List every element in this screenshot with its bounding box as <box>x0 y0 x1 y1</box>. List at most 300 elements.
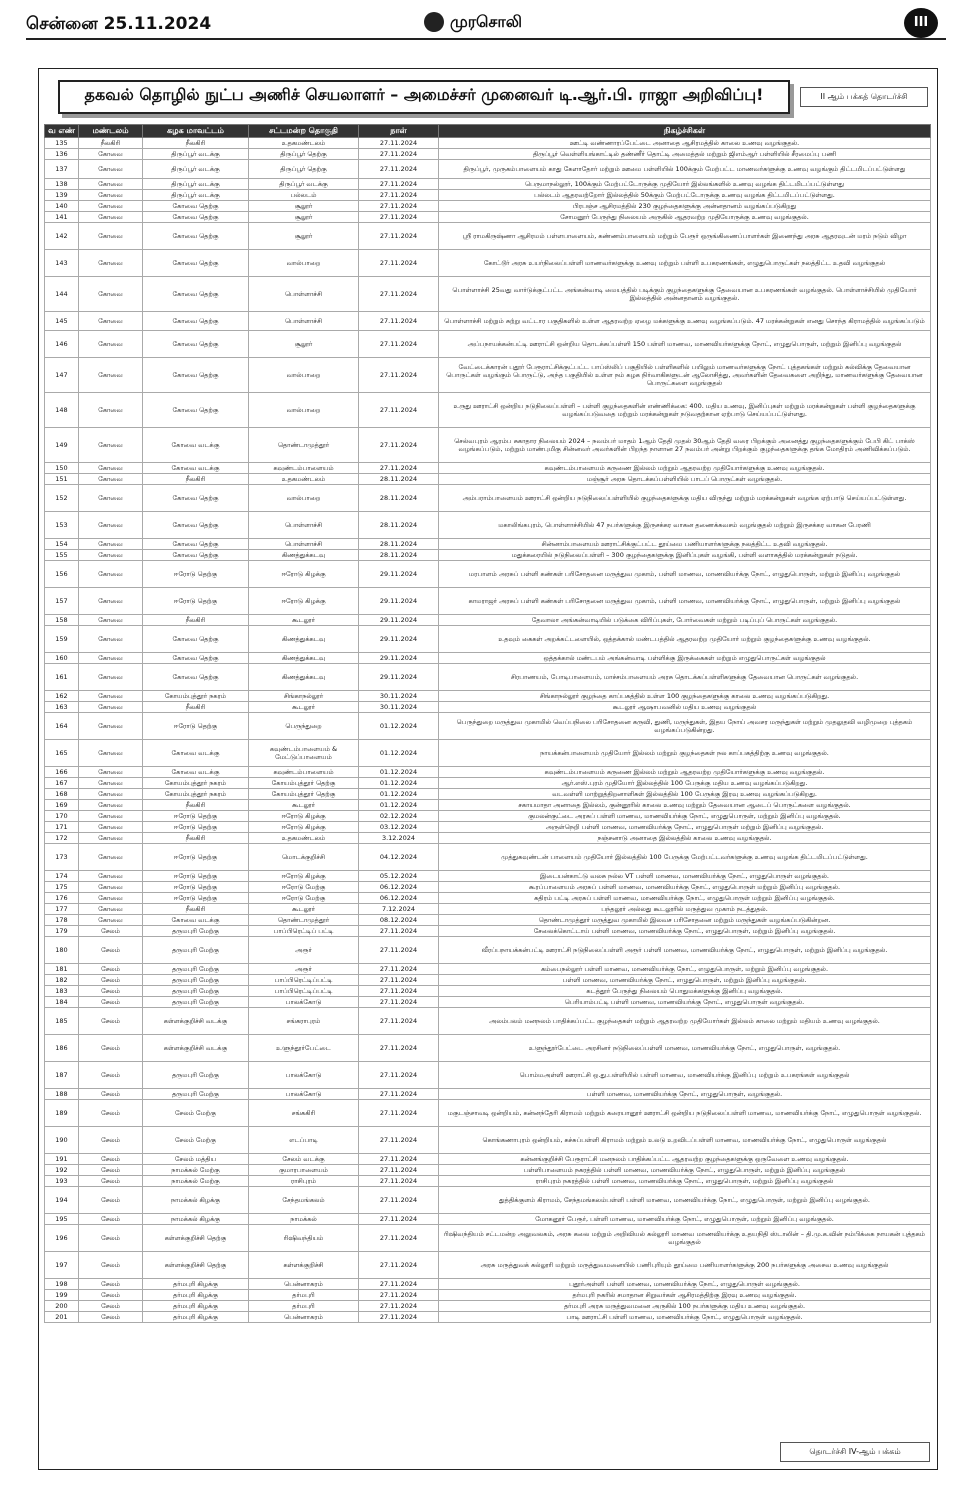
cell-district: நாமக்கல் மேற்கு <box>143 1165 249 1176</box>
cell-date: 27.11.2024 <box>359 250 439 277</box>
cell-serial: 175 <box>45 882 79 893</box>
cell-event: மகுடஞ்சாவடி ஒன்றியம், கன்னந்தேரி கிராமம் மற்றும் கரையானூர் ஊராட்சி ஒன்றிய நடுநிலைப்பள்ளி மாணவ, மாணவியர்க்கு நோட், எழுதுபொருள் வழங்குதல். <box>439 1100 931 1127</box>
cell-district: ஈரோடு தெற்கு <box>143 882 249 893</box>
cell-date: 27.11.2024 <box>359 975 439 986</box>
cell-serial: 153 <box>45 512 79 539</box>
cell-date: 27.11.2024 <box>359 1008 439 1035</box>
cell-serial: 192 <box>45 1165 79 1176</box>
cell-date: 27.11.2024 <box>359 1187 439 1214</box>
cell-district: ஈரோடு தெற்கு <box>143 893 249 904</box>
cell-zone: கோவை <box>79 223 143 250</box>
cell-constituency: சூலூர் <box>249 201 359 212</box>
cell-constituency: அரூர் <box>249 937 359 964</box>
table-row <box>45 160 931 179</box>
cell-constituency: பெருந்துறை <box>249 713 359 740</box>
cell-zone: கோவை <box>79 653 143 664</box>
cell-event: தர்மபுரி அரசு மருத்துவமனை அருகில் 100 நபர்களுக்கு மதிய உணவு வழங்குதல். <box>439 1301 931 1312</box>
cell-serial: 187 <box>45 1062 79 1089</box>
cell-zone: சேலம் <box>79 1301 143 1312</box>
cell-serial: 169 <box>45 800 79 811</box>
cell-serial: 174 <box>45 871 79 882</box>
cell-constituency: பல்லடம் <box>249 190 359 201</box>
cell-serial: 163 <box>45 702 79 713</box>
cell-zone: கோவை <box>79 331 143 358</box>
cell-district: தர்மபுரி கிழக்கு <box>143 1290 249 1301</box>
cell-district: தருமபுரி மேற்கு <box>143 964 249 975</box>
cell-event: பொம்மஅள்ளி ஊராட்சி ஒ.து.பள்ளியில் பள்ளி மாணவ, மாணவியர்க்கு இனிப்பு மற்றும் உபகரங்கள் வழங்குதல் <box>439 1062 931 1089</box>
cell-date: 01.12.2024 <box>359 789 439 800</box>
cell-date: 27.11.2024 <box>359 1127 439 1154</box>
table-row <box>45 561 931 588</box>
cell-district: நீலகிரி <box>143 615 249 626</box>
cell-date: 27.11.2024 <box>359 277 439 312</box>
events-table <box>44 124 931 1323</box>
cell-zone: கோவை <box>79 512 143 539</box>
cell-district: ஈரோடு தெற்கு <box>143 871 249 882</box>
cell-constituency: நாமக்கல் <box>249 1214 359 1225</box>
cell-date: 27.11.2024 <box>359 190 439 201</box>
cell-date: 05.12.2024 <box>359 871 439 882</box>
cell-district: கோவை தெற்கு <box>143 358 249 393</box>
table-row <box>45 463 931 474</box>
cell-constituency: கிணத்துக்கடவு <box>249 664 359 691</box>
header-serial: வ எண் <box>45 125 79 138</box>
cell-constituency: தொண்டாமுத்தூர் <box>249 915 359 926</box>
cell-district: ஈரோடு தெற்கு <box>143 844 249 871</box>
cell-district: ஈரோடு தெற்கு <box>143 811 249 822</box>
cell-event: குமலன்குட்டை அரசுப் பள்ளி மாணவ, மாணவியர்க்கு நோட், எழுதுபொருள், மற்றும் இனிப்பு வழங்குதல். <box>439 811 931 822</box>
cell-constituency: ஈரோடு மேற்கு <box>249 882 359 893</box>
cell-event: சிங்காநல்லூர் குழந்தை காப்பகத்தில் உள்ள 100 குழந்தைகளுக்கு காலை உணவு வழங்கப்படுகிறது. <box>439 691 931 702</box>
table-row <box>45 778 931 789</box>
cell-district: கோயம்புத்தூர் நகரம் <box>143 691 249 702</box>
cell-district: கள்ளக்குறிச்சி தெற்கு <box>143 1225 249 1252</box>
cell-constituency: வால்பாறை <box>249 250 359 277</box>
cell-district: கோவை தெற்கு <box>143 539 249 550</box>
cell-serial: 200 <box>45 1301 79 1312</box>
cell-serial: 185 <box>45 1008 79 1035</box>
table-row <box>45 615 931 626</box>
cell-serial: 182 <box>45 975 79 986</box>
cell-date: 30.11.2024 <box>359 691 439 702</box>
table-row <box>45 664 931 691</box>
cell-event: பெருமாநல்லூர், 100க்கும் மேற்பட்டோருக்கு முதியோர் இல்லங்களில் உணவு வழங்க திட்டமிடப்பட்டுள்ளது <box>439 179 931 190</box>
cell-serial: 201 <box>45 1312 79 1323</box>
cell-constituency: பாலக்கோடு <box>249 1062 359 1089</box>
cell-zone: கோவை <box>79 588 143 615</box>
cell-serial: 160 <box>45 653 79 664</box>
cell-zone: சேலம் <box>79 1165 143 1176</box>
cell-zone: கோவை <box>79 190 143 201</box>
cell-date: 27.11.2024 <box>359 1279 439 1290</box>
cell-serial: 144 <box>45 277 79 312</box>
cell-date: 27.11.2024 <box>359 1301 439 1312</box>
cell-zone: கோவை <box>79 893 143 904</box>
table-row <box>45 1035 931 1062</box>
cell-zone: கோவை <box>79 702 143 713</box>
cell-event: வேட்டைக்காரன் புதூர் பேரூராட்சிக்குட்பட்ட பாப்ஸ்லிப் பகுதியில் பள்ளிகளில் பயிலும் மாணவர்களுக்கு நோட் புத்தகங்கள் மற்றும் கல்விக்கு தேவையான பொருட்கள் வழங்கும் பொருட்டு, அந்த பகுதியில் உள்ள நம் கழக நிர்வாகிகளுடன் ஆலோசித்து, அவர்களின் தேவைகளை அறிந்து, மாணவர்களுக்கு தேவையான பொருட்களை வழங்குதல் <box>439 358 931 393</box>
cell-district: தருமபுரி மேற்கு <box>143 926 249 937</box>
cell-district: தர்மபுரி கிழக்கு <box>143 1312 249 1323</box>
cell-serial: 167 <box>45 778 79 789</box>
cell-serial: 159 <box>45 626 79 653</box>
cell-event: ஊட்டி வண்ணாரப்பேட்டை அனாதை ஆசிரமத்தில் காலை உணவு வழங்குதல். <box>439 138 931 149</box>
cell-constituency: பொள்ளாச்சி <box>249 539 359 550</box>
table-body <box>45 138 931 1323</box>
cell-date: 27.11.2024 <box>359 1154 439 1165</box>
cell-event: திருப்பூர் வெள்ளியங்காட்டில் தண்ணீர் தொட்டி அமைத்தல் மற்றும் ஜிஎம்ஆர் பள்ளியில் சீரமைப்பு பணி <box>439 149 931 160</box>
cell-district: தர்மபுரி கிழக்கு <box>143 1301 249 1312</box>
table-row <box>45 393 931 428</box>
cell-serial: 196 <box>45 1225 79 1252</box>
cell-constituency: பாலக்கோடு <box>249 1089 359 1100</box>
cell-event: தொண்டாமுத்தூர் மருத்துவ முகாமில் இலவச பரிசோதனை மற்றும் மருந்துகள் வழங்கப்படுகின்றன. <box>439 915 931 926</box>
cell-zone: கோவை <box>79 463 143 474</box>
cell-event: வீரப்பநாயக்கன்பட்டி ஊராட்சி நடுநிலைப்பள்ளி அரூர் பள்ளி மாணவ, மாணவியர்க்கு நோட், எழுதுபொருள், மற்றும் இனிப்பு வழங்குதல். <box>439 937 931 964</box>
cell-serial: 183 <box>45 986 79 997</box>
cell-date: 29.11.2024 <box>359 653 439 664</box>
table-row <box>45 212 931 223</box>
cell-date: 08.12.2024 <box>359 915 439 926</box>
cell-date: 28.11.2024 <box>359 539 439 550</box>
cell-zone: சேலம் <box>79 1225 143 1252</box>
cell-date: 27.11.2024 <box>359 463 439 474</box>
cell-district: கோவை வடக்கு <box>143 463 249 474</box>
cell-district: ஈரோடு தெற்கு <box>143 561 249 588</box>
cell-constituency: பொள்ளாச்சி <box>249 512 359 539</box>
cell-district: கோயம்புத்தூர் நகரம் <box>143 778 249 789</box>
cell-constituency: கோயம்புத்தூர் தெற்கு <box>249 778 359 789</box>
newspaper-name: முரசொலி <box>450 12 522 31</box>
cell-district: ஈரோடு தெற்கு <box>143 713 249 740</box>
cell-district: தருமபுரி மேற்கு <box>143 997 249 1008</box>
cell-district: நாமக்கல் கிழக்கு <box>143 1187 249 1214</box>
cell-district: தருமபுரி மேற்கு <box>143 975 249 986</box>
cell-constituency: ராசிபுரம் <box>249 1176 359 1187</box>
headline-box <box>58 80 790 114</box>
table-row <box>45 844 931 871</box>
cell-date: 27.11.2024 <box>359 1312 439 1323</box>
cell-district: திருப்பூர் வடக்கு <box>143 179 249 190</box>
cell-date: 27.11.2024 <box>359 223 439 250</box>
cell-constituency: பென்னாகரம் <box>249 1312 359 1323</box>
cell-date: 27.11.2024 <box>359 393 439 428</box>
cell-district: தருமபுரி மேற்கு <box>143 1089 249 1100</box>
cell-event: பள்ளிபாளையம் நகரத்தில் பள்ளி மாணவ, மாணவியர்க்கு நோட், எழுதுபொருள், மற்றும் இனிப்பு வழங்குதல் <box>439 1165 931 1176</box>
cell-date: 28.11.2024 <box>359 485 439 512</box>
table-row <box>45 250 931 277</box>
cell-zone: கோவை <box>79 312 143 331</box>
cell-zone: கோவை <box>79 179 143 190</box>
cell-zone: சேலம் <box>79 986 143 997</box>
cell-date: 27.11.2024 <box>359 312 439 331</box>
cell-district: நீலகிரி <box>143 833 249 844</box>
cell-zone: சேலம் <box>79 926 143 937</box>
table-row <box>45 428 931 463</box>
cell-serial: 136 <box>45 149 79 160</box>
cell-date: 27.11.2024 <box>359 1225 439 1252</box>
cell-date: 27.11.2024 <box>359 964 439 975</box>
cell-date: 29.11.2024 <box>359 664 439 691</box>
cell-serial: 164 <box>45 713 79 740</box>
cell-zone: சேலம் <box>79 1279 143 1290</box>
header-district: கழக மாவட்டம் <box>143 125 249 138</box>
cell-date: 29.11.2024 <box>359 561 439 588</box>
cell-event: அலம்பலம் மனநலம் பாதிக்கப்பட்ட குழந்தைகள் மற்றும் ஆதரவற்ற முதியோர்கள் இல்லம் காலை மற்றும் மதியம் உணவு வழங்குதல். <box>439 1008 931 1035</box>
table-row <box>45 1127 931 1154</box>
cell-serial: 198 <box>45 1279 79 1290</box>
cell-serial: 143 <box>45 250 79 277</box>
cell-event: பெருந்துறை மருத்துவ முகாமில் வெப்பநிலை பரிசோதனை கருவி, துணி, மருந்துகள், இதய நோய் அவசர மருந்துகள் மற்றும் முதலுதவி வழிமுறை புத்தகம் வழங்கப்படுகின்றது. <box>439 713 931 740</box>
cell-zone: கோவை <box>79 882 143 893</box>
cell-constituency: பாப்பிரெட்டிப் பட்டி <box>249 926 359 937</box>
header-zone: மண்டலம் <box>79 125 143 138</box>
cell-constituency: கிணத்துக்கடவு <box>249 626 359 653</box>
table-row <box>45 1301 931 1312</box>
cell-constituency: வால்பாறை <box>249 485 359 512</box>
cell-serial: 137 <box>45 160 79 179</box>
cell-event: துத்திக்குளம் கிராமம், சேந்தமங்கலம்பள்ளி பள்ளி மாணவ, மாணவியர்க்கு நோட், எழுதுபொருள், மற்றும் இனிப்பு வழங்குதல். <box>439 1187 931 1214</box>
table-row <box>45 997 931 1008</box>
cell-zone: நீலகிரி <box>79 138 143 149</box>
cell-constituency: ஈரோடு கிழக்கு <box>249 811 359 822</box>
cell-serial: 170 <box>45 811 79 822</box>
cell-zone: கோவை <box>79 277 143 312</box>
table-row <box>45 713 931 740</box>
cell-constituency: தொண்டாமுத்தூர் <box>249 428 359 463</box>
cell-zone: கோவை <box>79 474 143 485</box>
cell-zone: சேலம் <box>79 997 143 1008</box>
cell-date: 27.11.2024 <box>359 937 439 964</box>
cell-event: உதவும் கைகள் அறக்கட்டளையில், ஒத்தக்கால் மண்டபத்தில் ஆதரவற்ற முதியோர் மற்றும் குழந்தைகளுக்கு உணவு வழங்குதல். <box>439 626 931 653</box>
cell-event: மஞ்சூர் அரசு தொடக்கப்பள்ளியில் பாடப் பொருட்கள் வழங்குதல். <box>439 474 931 485</box>
page-header <box>0 0 972 58</box>
cell-date: 27.11.2024 <box>359 149 439 160</box>
cell-constituency: ஈரோடு மேற்கு <box>249 893 359 904</box>
cell-zone: கோவை <box>79 833 143 844</box>
cell-event: செல்வபுரம் ஆரம்ப சுகாதார நிலையம் 2024 – நவம்பர் மாதம் 1ஆம் தேதி முதல் 30ஆம் தேதி வரை பிறக்கும் அனைத்து குழந்தைகளுக்கும் பேபி கிட் பாக்ஸ் வழங்கப்படும், மற்றும் மாண்புமிகு சின்னவர் அவர்களின் பிறந்த நாளான 27 நவம்பர் அன்று பிறக்கும் குழந்தைகளுக்கு தங்க மோதிரம் அணிவிக்கப்படும். <box>439 428 931 463</box>
cell-date: 28.11.2024 <box>359 474 439 485</box>
table-row <box>45 331 931 358</box>
table-row <box>45 882 931 893</box>
table-row <box>45 1312 931 1323</box>
cell-district: கள்ளக்குறிச்சி தெற்கு <box>143 1252 249 1279</box>
cell-event: கோட்டூர் அரசு உயர்நிலைப்பள்ளி மாணவர்களுக்கு உணவு மற்றும் பள்ளி உபகரணங்கள், எழுதுபொருட்கள் நலத்திட்ட உதவி வழங்குதல் <box>439 250 931 277</box>
cell-zone: சேலம் <box>79 1089 143 1100</box>
table-row <box>45 822 931 833</box>
cell-serial: 176 <box>45 893 79 904</box>
cell-event: ஆர்.எஸ்.புரம் முதியோர் இல்லத்தில் 100 பேருக்கு மதிய உணவு வழங்கப்படுகிறது. <box>439 778 931 789</box>
cell-constituency: மொடக்குறிச்சி <box>249 844 359 871</box>
cell-district: கோவை தெற்கு <box>143 512 249 539</box>
table-row <box>45 1279 931 1290</box>
cell-zone: கோவை <box>79 485 143 512</box>
cell-serial: 168 <box>45 789 79 800</box>
cell-serial: 141 <box>45 212 79 223</box>
cell-serial: 154 <box>45 539 79 550</box>
cell-event: கடத்தூர் பேருந்து நிலையம் பொதுமக்களுக்கு இனிப்பு வழங்குதல். <box>439 986 931 997</box>
cell-serial: 193 <box>45 1176 79 1187</box>
table-row <box>45 190 931 201</box>
cell-district: கோவை தெற்கு <box>143 250 249 277</box>
table-row <box>45 975 931 986</box>
cell-district: கோவை தெற்கு <box>143 312 249 331</box>
cell-serial: 148 <box>45 393 79 428</box>
cell-constituency: கூடலூர் <box>249 904 359 915</box>
table-row <box>45 1176 931 1187</box>
table-row <box>45 539 931 550</box>
cell-date: 30.11.2024 <box>359 702 439 713</box>
cell-district: திருப்பூர் வடக்கு <box>143 149 249 160</box>
cell-district: கோவை தெற்கு <box>143 664 249 691</box>
cell-date: 27.11.2024 <box>359 1100 439 1127</box>
cell-date: 27.11.2024 <box>359 138 439 149</box>
cell-district: கோவை தெற்கு <box>143 277 249 312</box>
table-row <box>45 312 931 331</box>
cell-zone: சேலம் <box>79 975 143 986</box>
cell-zone: கோவை <box>79 201 143 212</box>
cell-district: கோவை வடக்கு <box>143 740 249 767</box>
cell-event: கன்னங்குறிச்சி பேரூராட்சி மனநலம் பாதிக்கப்பட்ட ஆதரவற்ற குழந்தைகளுக்கு ஒருவேளை உணவு வழங்குதல். <box>439 1154 931 1165</box>
cell-date: 29.11.2024 <box>359 588 439 615</box>
cell-serial: 178 <box>45 915 79 926</box>
cell-event: பொள்ளாச்சி மற்றும் சுற்று வட்டார பகுதிகளில் உள்ள ஆதரவற்ற ஏழை மக்களுக்கு உணவு வழங்கப்படும். 47 மரக்கன்றுகள் எனது சொந்த கிராமத்தில் வழங்கப்படும் <box>439 312 931 331</box>
cell-event: மதுக்கரையில் நடுநிலைப்பள்ளி – 300 குழந்தைகளுக்கு இனிப்புகள் வழங்கி, பள்ளி வளாகத்தில் மரக்கன்றுகள் நடுதல். <box>439 550 931 561</box>
cell-zone: கோவை <box>79 691 143 702</box>
table-row <box>45 1154 931 1165</box>
cell-constituency: பொள்ளாச்சி <box>249 277 359 312</box>
cell-event: இடையன்காட்டு வலசு நல்ல VT பள்ளி மாணவ, மாணவியர்க்கு நோட், எழுதுபொருள் வழங்குதல். <box>439 871 931 882</box>
cell-date: 27.11.2024 <box>359 1165 439 1176</box>
table-row <box>45 1214 931 1225</box>
table-row <box>45 691 931 702</box>
cell-date: 27.11.2024 <box>359 331 439 358</box>
cell-constituency: பென்னாகரம் <box>249 1279 359 1290</box>
cell-event: வடவள்ளி மாற்றுத்திறனாளிகள் இல்லத்தில் 100 பேருக்கு இரவு உணவு வழங்கப்படுகிறது. <box>439 789 931 800</box>
cell-serial: 184 <box>45 997 79 1008</box>
table-row <box>45 811 931 822</box>
cell-constituency: ஈரோடு கிழக்கு <box>249 561 359 588</box>
cell-serial: 147 <box>45 358 79 393</box>
cell-district: நீலகிரி <box>143 474 249 485</box>
cell-zone: சேலம் <box>79 1187 143 1214</box>
cell-constituency: ஈரோடு கிழக்கு <box>249 822 359 833</box>
cell-district: தருமபுரி மேற்கு <box>143 986 249 997</box>
cell-constituency: கவுண்டம்பாளையம் <box>249 463 359 474</box>
cell-date: 27.11.2024 <box>359 1252 439 1279</box>
cell-zone: சேலம் <box>79 1214 143 1225</box>
cell-serial: 188 <box>45 1089 79 1100</box>
cell-district: நாமக்கல் கிழக்கு <box>143 1214 249 1225</box>
cell-constituency: உளுந்தூர்பேட்டை <box>249 1035 359 1062</box>
cell-serial: 140 <box>45 201 79 212</box>
cell-district: திருப்பூர் வடக்கு <box>143 160 249 179</box>
cell-event: புதூர்அள்ளி பள்ளி மாணவ, மாணவியர்க்கு நோட், எழுதுபொருள் வழங்குதல். <box>439 1279 931 1290</box>
cell-district: கள்ளக்குறிச்சி வடக்கு <box>143 1008 249 1035</box>
cell-serial: 149 <box>45 428 79 463</box>
cell-serial: 150 <box>45 463 79 474</box>
cell-date: 29.11.2024 <box>359 615 439 626</box>
table-row <box>45 915 931 926</box>
cell-event: கதிரம் பட்டி அரசுப் பள்ளி மாணவ, மாணவியர்க்கு நோட், எழுதுபொருள் மற்றும் இனிப்பு வழங்குதல். <box>439 893 931 904</box>
table-row <box>45 986 931 997</box>
cell-event: அம்பராம்பாளையம் ஊராட்சி ஒன்றிய நடுநிலைப்பள்ளியில் குழந்தைகளுக்கு மதிய விருந்து மற்றும் மரக்கன்றுகள் வழங்க ஏற்பாடு செய்யப்பட்டுள்ளது. <box>439 485 931 512</box>
cell-serial: 171 <box>45 822 79 833</box>
cell-event: மரபாளம் அரசுப் பள்ளி கண்கள் பரிசோதனை மருத்துவ முகாம், பள்ளி மாணவ, மாணவியர்க்கு நோட், எழுதுபொருள், மற்றும் இனிப்பு வழங்குதல் <box>439 561 931 588</box>
cell-constituency: சேலம் வடக்கு <box>249 1154 359 1165</box>
cell-zone: கோவை <box>79 871 143 882</box>
cell-event: மோகனூர் பேரூர், பள்ளி மாணவ, மாணவியர்க்கு நோட், எழுதுபொருள், மற்றும் இனிப்பு வழங்குதல். <box>439 1214 931 1225</box>
cell-zone: கோவை <box>79 149 143 160</box>
cell-zone: சேலம் <box>79 1312 143 1323</box>
table-row <box>45 1252 931 1279</box>
cell-date: 01.12.2024 <box>359 740 439 767</box>
cell-constituency: திருப்பூர் தெற்கு <box>249 160 359 179</box>
cell-serial: 173 <box>45 844 79 871</box>
cell-event: சோமனூர் பேருந்து நிலையம் அருகில் ஆதரவற்ற முதியோருக்கு உணவு வழங்குதல். <box>439 212 931 223</box>
table-row <box>45 223 931 250</box>
cell-date: 27.11.2024 <box>359 1089 439 1100</box>
cell-serial: 186 <box>45 1035 79 1062</box>
cell-event: நஞ்சனாடு அனாதை இல்லத்தில் காலை உணவு வழங்குதல். <box>439 833 931 844</box>
cell-event: கூடலூர் ஆஷாபவனில் மதிய உணவு வழங்குதல் <box>439 702 931 713</box>
cell-constituency: உதகமண்டலம் <box>249 833 359 844</box>
table-header-row <box>45 125 931 138</box>
cell-constituency: பாலக்கோடு <box>249 997 359 1008</box>
table-row <box>45 1165 931 1176</box>
cell-zone: சேலம் <box>79 1252 143 1279</box>
cell-district: கள்ளக்குறிச்சி வடக்கு <box>143 1035 249 1062</box>
cell-date: 27.11.2024 <box>359 201 439 212</box>
cell-zone: கோவை <box>79 811 143 822</box>
cell-event: மகாலிங்கபுரம், பொள்ளாச்சியில் 47 நபர்களுக்கு இருசக்கர வாகன தணைக்கவசம் வழங்குதல் மற்றும் இருசக்கர வாகன பேரணி <box>439 512 931 539</box>
cell-serial: 177 <box>45 904 79 915</box>
table-row <box>45 937 931 964</box>
table-row <box>45 149 931 160</box>
cell-event: கவுண்டம்பாளையம் கருணை இல்லம் மற்றும் ஆதரவற்ற முதியோர்களுக்கு உணவு வழங்குதல். <box>439 767 931 778</box>
cell-zone: கோவை <box>79 713 143 740</box>
cell-date: 28.11.2024 <box>359 550 439 561</box>
cell-serial: 165 <box>45 740 79 767</box>
cell-event: கொங்கணாபுரம் ஒன்றியம், கச்சுப்பள்ளி கிராமம் மற்றும் உலடு உறவிடப்பள்ளி மாணவ, மாணவியர்க்கு நோட், எழுதுபொருள் வழங்குதல் <box>439 1127 931 1154</box>
cell-constituency: சூலூர் <box>249 331 359 358</box>
cell-district: சேலம் மேற்கு <box>143 1100 249 1127</box>
cell-serial: 189 <box>45 1100 79 1127</box>
cell-constituency: பாப்பிரெட்டிப்பட்டி <box>249 986 359 997</box>
cell-zone: சேலம் <box>79 1154 143 1165</box>
cell-date: 27.11.2024 <box>359 1035 439 1062</box>
cell-serial: 156 <box>45 561 79 588</box>
cell-district: தருமபுரி மேற்கு <box>143 1062 249 1089</box>
cell-event: கவுண்டம்பாளையம் கருணை இல்லம் மற்றும் ஆதரவற்ற முதியோர்களுக்கு உணவு வழங்குதல். <box>439 463 931 474</box>
cell-event: பெரியாம்பட்டி பள்ளி மாணவ, மாணவியர்க்கு நோட், எழுதுபொருள் வழங்குதல். <box>439 997 931 1008</box>
cell-constituency: கோயம்புத்தூர் தெற்கு <box>249 789 359 800</box>
cell-zone: கோவை <box>79 250 143 277</box>
cell-date: 27.11.2024 <box>359 1214 439 1225</box>
table-row <box>45 789 931 800</box>
cell-event: ரிஷிவந்தியம் சட்டமன்ற அலுவலகம், அரசு கலை மற்றும் அறிவியல் கல்லூரி மாணவ மாணவியர்க்கு உதயநிதி ஸ்டாலின் – தி.மு.க.வின் நம்பிக்கை நாயகன் புத்தகம் வழங்குதல் <box>439 1225 931 1252</box>
cell-zone: கோவை <box>79 822 143 833</box>
table-row <box>45 926 931 937</box>
headline: தகவல் தொழில் நுட்ப அணிச் செயலாளர் – அமைச்சர் முனைவர் டி.ஆர்.பி. ராஜா அறிவிப்பு! <box>84 85 764 104</box>
cell-serial: 172 <box>45 833 79 844</box>
cell-serial: 146 <box>45 331 79 358</box>
cell-event: பந்தலூர் அல்லது கூடலூரில் மருத்துவ முகாம் நடத்துதல். <box>439 904 931 915</box>
cell-event: பள்ளி மாணவ, மாணவியர்க்கு நோட், எழுதுபொருள், மற்றும் இனிப்பு வழங்குதல். <box>439 975 931 986</box>
cell-date: 27.11.2024 <box>359 1176 439 1187</box>
cell-serial: 139 <box>45 190 79 201</box>
cell-event: தர்மபுரி நகரில் சமாதான சிறுவர்கள் ஆசிரமத்திற்கு இரவு உணவு வழங்குதல். <box>439 1290 931 1301</box>
